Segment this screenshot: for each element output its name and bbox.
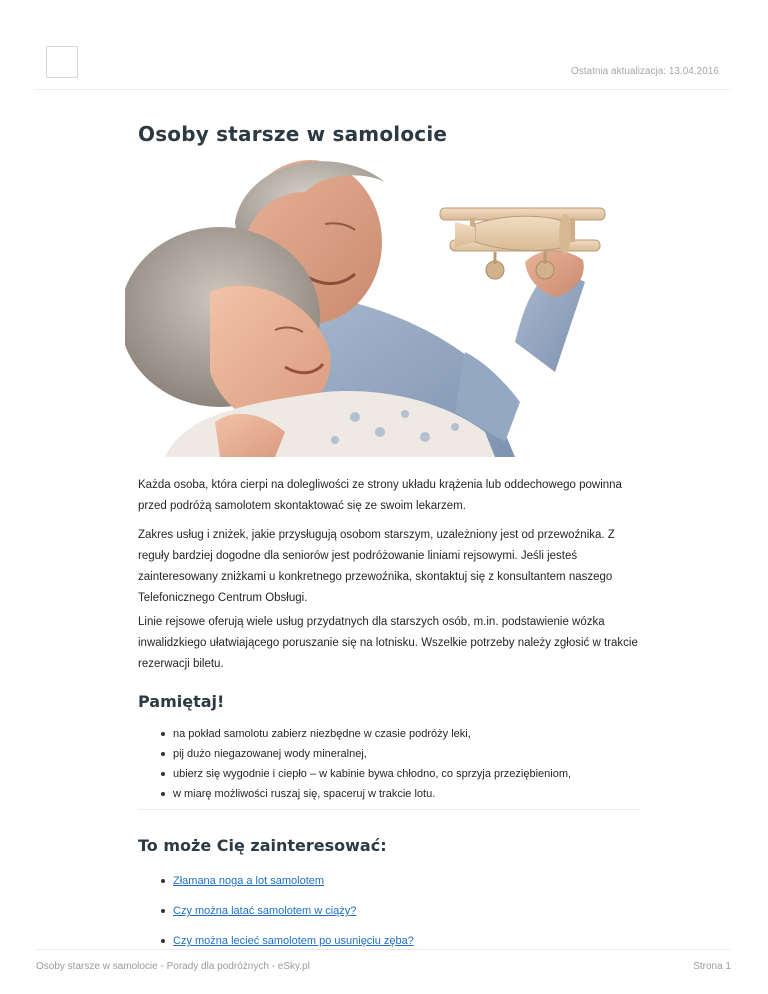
article-paragraph-1: Każda osoba, która cierpi na dolegliwości ze strony układu krążenia lub oddechowego powinna przed podróżą samolotem skontaktować się ze swoim lekarzem. [138, 479, 622, 512]
list-item [160, 933, 630, 963]
section-divider [138, 809, 641, 810]
hero-image [125, 152, 628, 457]
article-paragraph-2: Zakres usług i zniżek, jakie przysługują osobom starszym, uzależniony jest od przewoźnika. Z reguły bardziej dogodne dla seniorów jest podróżowanie liniami rejsowymi. Jeśli jesteś zainteresowany zniżkami u konkretnego przewoźnika, skontaktuj się z konsultantem naszego Telefonicznego Centrum Obsługi. [138, 529, 615, 604]
reminder-list [160, 724, 630, 804]
reminder-heading: Pamiętaj! [138, 692, 225, 711]
related-link-broken-leg[interactable]: Złamana noga a lot samolotem [173, 875, 325, 887]
list-item: na pokład samolotu zabierz niezbędne w czasie podróży leki, [160, 724, 630, 744]
list-item: w miarę możliwości ruszaj się, spaceruj w trakcie lotu. [160, 784, 630, 804]
article-title: Osoby starsze w samolocie [138, 122, 448, 146]
related-link-pregnancy[interactable]: Czy można latać samolotem w ciąży? [173, 905, 357, 917]
footer-divider [36, 949, 731, 950]
related-heading: To może Cię zainteresować: [138, 836, 387, 855]
article-paragraph-3: Linie rejsowe oferują wiele usług przydatnych dla starszych osób, m.in. podstawienie wózka inwalidzkiego ułatwiającego poruszanie się na lotnisku. Wszelkie potrzeby należy zgłosić w trakcie rezerwacji biletu. [138, 616, 638, 670]
footer-page-title: Osoby starsze w samolocie - Porady dla podróżnych - eSky.pl [36, 961, 310, 972]
list-item [160, 873, 630, 903]
related-link-tooth-extraction[interactable]: Czy można lecieć samolotem po usunięciu zęba? [173, 935, 414, 947]
list-item: ubierz się wygodnie i ciepło – w kabinie bywa chłodno, co sprzyja przeziębieniom, [160, 764, 630, 784]
last-update-date: Ostatnia aktualizacja: 13.04.2016 [571, 66, 719, 77]
header-divider [36, 89, 731, 90]
logo-placeholder [46, 46, 78, 78]
hero-illustration [125, 152, 628, 457]
list-item [160, 903, 630, 933]
list-item: pij dużo niegazowanej wody mineralnej, [160, 744, 630, 764]
footer-page-number: Strona 1 [693, 961, 731, 972]
